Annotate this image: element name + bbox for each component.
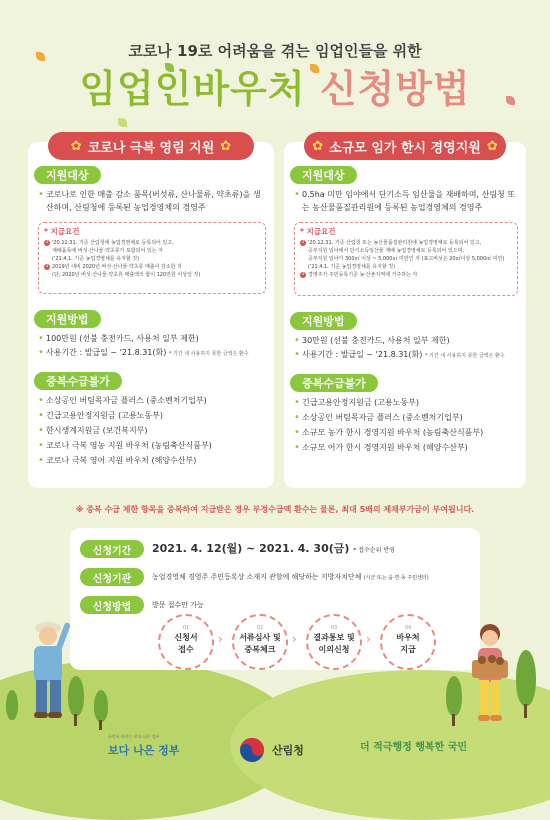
step-label: 서류심사 및 (239, 633, 281, 642)
step-label: 바우처 (396, 633, 420, 642)
support-method-heading: 지원방법 (290, 312, 357, 330)
leaf-decoration (118, 118, 127, 127)
small-forestry-tab-label: 소규모 임가 한시 경영지원 (329, 140, 481, 156)
requirement-line: 1 '20.12.31. 기준 산림청 또는 농산물품질관리원에 농업경영체로 등록되어 있고, (301, 240, 482, 246)
duplicate-item: • 소상공인 버팀목자금 플러스 (중소벤처기업부) (294, 411, 520, 424)
number-1-icon: 1 (45, 240, 49, 245)
requirement-line: 1 '20.12.31. 기준 산림청에 농업경영체로 등록되어 있고, (45, 240, 174, 246)
title-part-method: 신청방법 (319, 67, 471, 111)
usage-period: • 사용기간 : 발급일 ~ '21.8.31(화) * 기간 내 사용하지 못한 금액은 환수 (38, 346, 268, 361)
step-1 (158, 614, 214, 670)
government-logo: 보다 나은 정부 (108, 744, 180, 757)
covid-support-tab (48, 132, 254, 160)
step-label: 접수 (178, 645, 194, 654)
requirement-line: 2 2019년 대비 2020년 버섯·산나물·약초류 매출이 감소한 자 (45, 264, 182, 270)
duplicate-item: • 한시생계지원금 (보건복지부) (38, 424, 268, 437)
application-period-note: * 접수순위 반영 (353, 547, 395, 554)
step-4 (380, 614, 436, 670)
usage-period: • 사용기간 : 발급일 ~ '21.8.31(화) * 기간 내 사용하지 못한 금액은 환수 (294, 348, 520, 363)
tree-decoration (516, 650, 536, 706)
arrow-right-icon: › (218, 632, 223, 646)
support-method-heading: 지원방법 (34, 310, 101, 328)
active-administration-logo: 더 적극행정 행복한 국민 (360, 742, 468, 753)
duplicate-item: • 코로나 극복 영어 지원 바우처 (해양수산부) (38, 454, 268, 467)
requirement-line: ('21.4.1. 기준 농업경영체를 유지할 것) (308, 264, 396, 270)
duplicate-item: • 긴급고용안정지원금 (고용노동부) (38, 409, 268, 422)
requirements-title: * 지급요건 (44, 227, 80, 236)
requirements-title: * 지급요건 (300, 227, 336, 236)
usage-period-note: * 기간 내 사용하지 못한 금액은 환수 (424, 353, 505, 359)
step-3 (306, 614, 362, 670)
application-period-value: 2021. 4. 12(월) ~ 2021. 4. 30(금) * 접수순위 반영 (152, 542, 395, 555)
step-label: 신청서 (174, 633, 198, 642)
support-amount: • 30만원 (선불 충전카드, 사용처 일부 제한) (294, 334, 520, 347)
tree-decoration (68, 676, 84, 716)
number-2-icon: 2 (301, 272, 305, 277)
duplicate-warning: ※ 중복 수급 제한 항목을 중복하여 지급받은 경우 부정수급액 환수는 물론, 최대 5배의 제재부가금이 부여됩니다. (75, 505, 475, 514)
government-slogan: 국민이 바라는 보다 나은 정부 (108, 734, 160, 739)
support-target-heading: 지원대상 (290, 166, 357, 184)
requirements-box (294, 222, 518, 296)
small-forestry-panel (284, 138, 526, 488)
flower-icon: ✿ (70, 138, 82, 154)
duplicate-item: • 긴급고용안정지원금 (고용노동부) (294, 396, 520, 409)
requirement-line: 공부지원 임야가 300㎡ 이상 ~ 5,000㎡ 미만인 자 (표고버섯은 20㎡이상 5,000㎡ 미만) (308, 256, 505, 262)
flower-icon: ✿ (220, 138, 232, 154)
header-subtitle: 코로나 19로 어려움을 겪는 임업인들을 위한 (128, 42, 422, 60)
step-label: 중복체크 (244, 645, 276, 654)
covid-support-panel (28, 138, 274, 488)
number-2-icon: 2 (45, 264, 49, 269)
tree-decoration (446, 676, 462, 716)
step-number: 04 (404, 625, 412, 631)
application-agency-label: 신청기관 (80, 568, 144, 586)
taegeuk-emblem-icon (238, 736, 266, 764)
step-label: 결과통보 및 (313, 633, 355, 642)
duplicate-item: • 소상공인 버팀목자금 플러스 (중소벤처기업부) (38, 394, 268, 407)
application-agency-value: 농업경영체 경영주 주민등록상 소재지 관할에 해당하는 지방자치단체 (시군 또는 읍·면·동 주민센터) (152, 573, 429, 581)
step-label: 이의신청 (318, 645, 350, 654)
duplicate-item: • 소규모 농가 한시 경영지원 바우처 (농림축산식품부) (294, 426, 520, 439)
application-method-value: 방문 접수만 가능 (152, 601, 204, 609)
covid-support-tab-label: 코로나 극복 영림 지원 (87, 140, 215, 156)
number-1-icon: 1 (301, 240, 305, 245)
small-forestry-tab (304, 132, 506, 160)
duplicate-heading: 중복수급불가 (290, 374, 378, 392)
step-number: 03 (330, 625, 338, 631)
application-agency-note: (시군 또는 읍·면·동 주민센터) (363, 575, 429, 581)
application-method-label: 신청방법 (80, 596, 144, 614)
arrow-right-icon: › (366, 632, 371, 646)
support-target-text: • 코로나로 인한 매출 감소 품목(버섯류, 산나물류, 약초류)을 생산하며, 산림청에 등록된 농업경영체의 경영주 (38, 188, 268, 214)
page-title (0, 58, 550, 113)
support-target-text: • 0.5ha 미만 임야에서 단기소득 임산물을 재배하며, 산림청 또는 농산물품질관리원에 등록된 농업경영체의 경영주 (294, 188, 520, 214)
step-number: 02 (256, 625, 264, 631)
flower-icon: ✿ (312, 138, 324, 154)
requirement-line: (단, 2020년 버섯·산나물·약초류 매출액의 합이 120만원 이상일 것) (52, 272, 201, 278)
application-period-label: 신청기간 (80, 540, 144, 558)
requirement-line: 공부지원 임야에서 단기소득임산물 재배 농업경영체로 등록되어 있으며, (308, 248, 465, 254)
title-part-voucher: 임업인바우처 (79, 67, 306, 111)
requirement-line: 2 경영주가 주민등록기준 농·산촌지역에 거주하는 자 (301, 272, 418, 278)
step-label: 지급 (400, 645, 416, 654)
forest-service-logo: 산림청 (272, 744, 304, 757)
usage-period-note: * 기간 내 사용하지 못한 금액은 환수 (168, 351, 249, 357)
footer (0, 712, 550, 787)
requirement-line: 재배품목에 버섯·산나물·약초류가 포함되어 있는 자 (52, 248, 163, 254)
support-target-heading: 지원대상 (34, 166, 101, 184)
arrow-right-icon: › (292, 632, 297, 646)
duplicate-item: • 코로나 극복 영농 지원 바우처 (농림축산식품부) (38, 439, 268, 452)
requirement-line: ('21.4.1. 기준 농업경영체를 유지할 것) (52, 256, 140, 262)
step-number: 01 (182, 625, 190, 631)
flower-icon: ✿ (486, 138, 498, 154)
step-2 (232, 614, 288, 670)
duplicate-item: • 소규모 어가 한시 경영지원 바우처 (해양수산부) (294, 441, 520, 454)
support-amount: • 100만원 (선불 충전카드, 사용처 일부 제한) (38, 332, 268, 345)
requirements-box (38, 222, 266, 294)
duplicate-heading: 중복수급불가 (34, 372, 122, 390)
